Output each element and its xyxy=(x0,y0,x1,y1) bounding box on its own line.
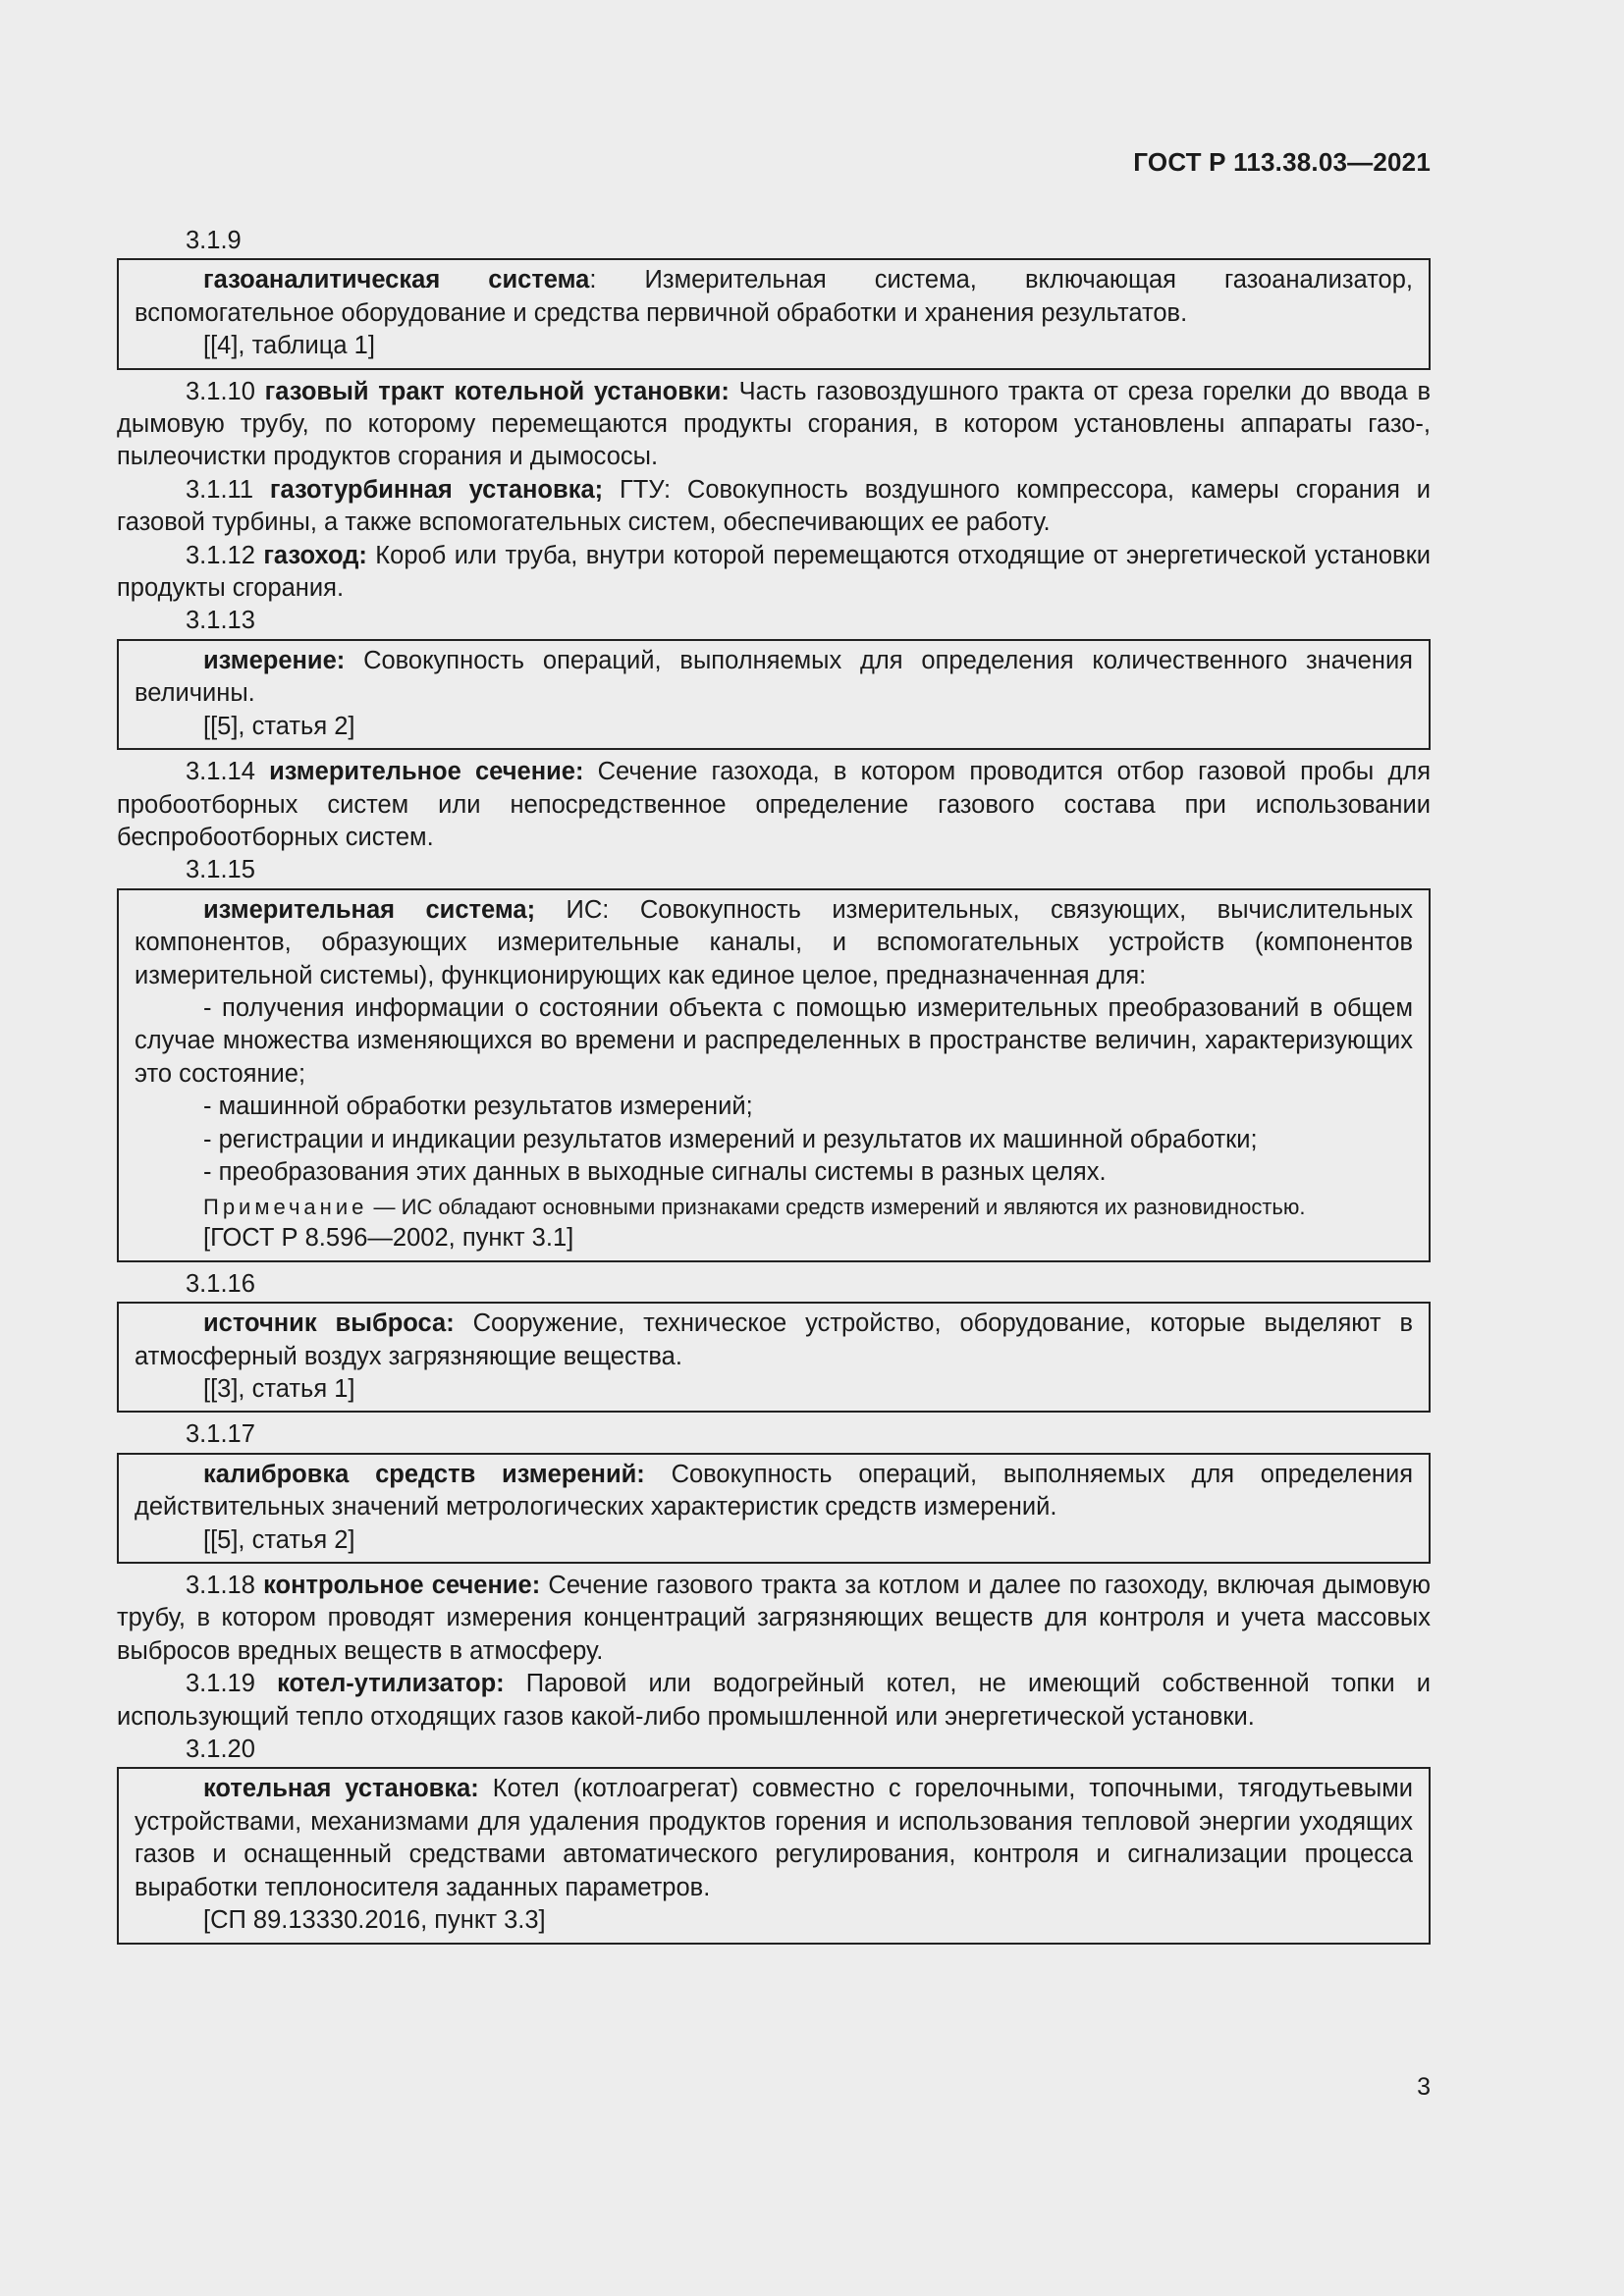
entry-number: 3.1.17 xyxy=(186,1420,255,1449)
term-definition xyxy=(135,1308,1413,1373)
term-paragraph-3-1-18 xyxy=(117,1570,1431,1668)
term-name: измерительная система; xyxy=(203,895,536,924)
term-name: котел-утилизатор: xyxy=(277,1670,505,1698)
entry-number: 3.1.15 xyxy=(186,856,255,884)
definition-text: Совокупность операций, выполняемых для определения количественного значения величины. xyxy=(135,646,1413,708)
term-box-3-1-15 xyxy=(117,888,1431,1262)
entry-number: 3.1.19 xyxy=(186,1670,255,1698)
term-name: котельная установка: xyxy=(203,1775,479,1803)
term-name: контрольное сечение: xyxy=(263,1572,541,1600)
entry-number: 3.1.13 xyxy=(186,607,255,635)
definition-text: Паровой или водогрейный котел, не имеющий собственной топки и использующий тепло отходящих газов какой-либо промышленной или энергетической установки. xyxy=(117,1670,1431,1731)
term-box-3-1-20 xyxy=(117,1767,1431,1944)
definition-text: Сооружение, техническое устройство, оборудование, которые выделяют в атмосферный воздух загрязняющие вещества. xyxy=(135,1309,1413,1370)
entry-number: 3.1.9 xyxy=(186,227,242,254)
definition-text: Часть газовоздушного тракта от среза горелки до ввода в дымовую трубу, по которому перемещаются продукты сгорания, в котором установлены аппараты газо-, пылеочистки продуктов сгорания и дымососы. xyxy=(117,377,1431,471)
source-reference: [[3], статья 1] xyxy=(203,1375,355,1403)
term-name: газоход: xyxy=(263,541,367,569)
document-header: ГОСТ Р 113.38.03—2021 xyxy=(1133,147,1431,177)
entry-number: 3.1.20 xyxy=(186,1735,255,1764)
term-definition xyxy=(135,1459,1413,1524)
list-item: - получения информации о состоянии объекта с помощью измерительных преобразований в общем случае множества изменяющихся во времени и распределенных в пространстве величин, характеризующих это состояние; xyxy=(135,993,1413,1088)
note xyxy=(135,1193,1413,1222)
term-paragraph-3-1-11 xyxy=(117,474,1431,540)
definition-text: Сечение газового тракта за котлом и далее по газоходу, включая дымовую трубу, в котором проводят измерения концентраций загрязняющих веществ для контроля и учета массовых выбросов вредных веществ в атмосферу. xyxy=(117,1572,1431,1665)
definition-text: ИС: Совокупность измерительных, связующих, вычислительных компонентов, образующих измерительные каналы, и вспомогательных устройств (компонентов измерительной системы), функционирующих как единое целое, предназначенная для: xyxy=(135,895,1413,989)
note-label: Примечание xyxy=(203,1195,368,1220)
entry-number: 3.1.14 xyxy=(186,758,255,786)
definition-text: Измерительная система, включающая газоанализатор, вспомогательное оборудование и средства первичной обработки и хранения результатов. xyxy=(135,266,1413,327)
term-box-3-1-9 xyxy=(117,258,1431,369)
definition-text: Совокупность операций, выполняемых для определения действительных значений метрологических характеристик средств измерений. xyxy=(135,1460,1414,1522)
term-definition xyxy=(135,264,1413,330)
definition-text: Сечение газохода, в котором проводится отбор газовой пробы для пробоотборных систем или непосредственное определение газового состава при использовании беспробоотборных систем. xyxy=(117,758,1432,851)
term-name: газоаналитическая система xyxy=(203,266,590,294)
entry-number: 3.1.16 xyxy=(186,1269,255,1298)
source-reference: [[5], статья 2] xyxy=(203,712,355,740)
definition-text: ГТУ: Совокупность воздушного компрессора, камеры сгорания и газовой турбины, а также вспомогательных систем, обеспечивающих ее работу. xyxy=(117,475,1431,537)
definition-text: Котел (котлоагрегат) совместно с горелочными, топочными, тягодутьевыми устройствами, механизмами для удаления продуктов горения и использования тепловой энергии уходящих газов и оснащенный средствами автоматического регулирования, контроля и сигнализации процесса выработки теплоносителя заданных параметров. xyxy=(135,1775,1413,1901)
definition-text: Короб или труба, внутри которой перемещаются отходящие от энергетической установки продукты сгорания. xyxy=(117,541,1431,603)
term-box-3-1-16 xyxy=(117,1302,1431,1413)
term-paragraph-3-1-10 xyxy=(117,376,1431,474)
term-name: калибровка средств измерений: xyxy=(203,1460,645,1488)
term-paragraph-3-1-12 xyxy=(117,540,1431,606)
term-name: газовый тракт котельной установки: xyxy=(264,377,730,405)
source-reference: [ГОСТ Р 8.596—2002, пункт 3.1] xyxy=(203,1224,574,1253)
term-paragraph-3-1-14 xyxy=(117,756,1431,854)
term-separator: : xyxy=(589,266,597,294)
term-box-3-1-13 xyxy=(117,639,1431,750)
term-definition xyxy=(135,645,1413,711)
list-item: - машинной обработки результатов измерений; xyxy=(203,1093,753,1121)
entry-number: 3.1.10 xyxy=(186,377,255,405)
term-name: измерение: xyxy=(203,646,346,674)
list-item: - регистрации и индикации результатов измерений и результатов их машинной обработки; xyxy=(203,1125,1258,1153)
note-text: — ИС обладают основными признаками средств измерений и являются их разновидностью. xyxy=(367,1195,1306,1220)
term-name: измерительное сечение: xyxy=(269,758,584,786)
term-name: источник выброса: xyxy=(203,1309,455,1338)
page-number: 3 xyxy=(1417,2073,1431,2101)
source-reference: [[5], статья 2] xyxy=(203,1525,355,1554)
term-name: газотурбинная установка; xyxy=(269,475,604,504)
term-box-3-1-17 xyxy=(117,1453,1431,1564)
document-body xyxy=(117,225,1431,1949)
entry-number: 3.1.11 xyxy=(186,475,254,504)
entry-number: 3.1.12 xyxy=(186,541,255,569)
source-reference: [[4], таблица 1] xyxy=(203,332,375,360)
term-paragraph-3-1-19 xyxy=(117,1668,1431,1734)
list-item: - преобразования этих данных в выходные сигналы системы в разных целях. xyxy=(203,1157,1107,1186)
term-definition xyxy=(135,1773,1413,1904)
term-definition xyxy=(135,894,1413,992)
entry-number: 3.1.18 xyxy=(186,1572,255,1600)
source-reference: [СП 89.13330.2016, пункт 3.3] xyxy=(203,1906,546,1935)
